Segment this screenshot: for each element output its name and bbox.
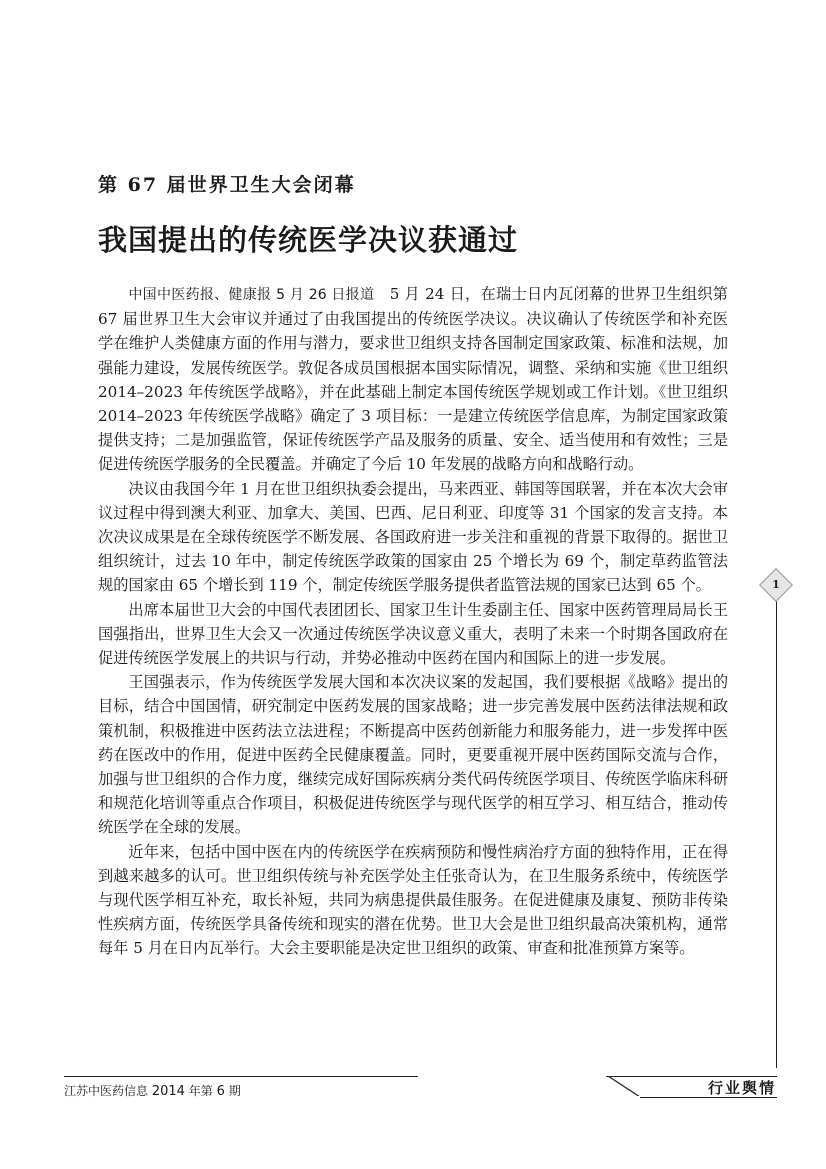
issue-year: 2014 — [151, 1084, 185, 1099]
paragraph-5: 近年来，包括中国中医在内的传统医学在疾病预防和慢性病治疗方面的独特作用，正在得到越来越多的认可。世卫组织传统与补充医学处主任张奇认为，在卫生服务系统中，传统医学与现代医学相互补充，取长补短，共同为病患提供最佳服务。在促进健康及康复、预防非传染性疾病方面，传统医学具备传统和现实的潜在优势。世卫大会是世卫组织最高决策机构，通常每年 5 月在日内瓦举行。大会主要职能是决定世卫组织的政策、审查和批准预算方案等。 — [98, 842, 728, 958]
paragraph-4: 王国强表示，作为传统医学发展大国和本次决议案的发起国，我们要根据《战略》提出的目标，结合中国国情，研究制定中医药发展的国家战略；进一步完善发展中医药法律法规和政策机制，积极推进中医药法立法进程；不断提高中医药创新能力和服务能力，进一步发挥中医药在医改中的作用，促进中医药全民健康覆盖。同时，更要重视开展中医药国际交流与合作，加强与世卫组织的合作力度，继续完成好国际疾病分类代码传统医学项目、传统医学临床科研和规范化培训等重点合作项目，积极促进传统医学与现代医学的相互学习、相互结合，推动传统医学在全球的发展。 — [98, 673, 728, 837]
paragraph-2: 决议由我国今年 1 月在世卫组织执委会提出，马来西亚、韩国等国联署，并在本次大会审议过程中得到澳大利亚、加拿大、美国、巴西、尼日利亚、印度等 31 个国家的发言支持。本次决议成果是在全球传统医学不断发展、各国政府进一步关注和重视的背景下取得的。据世卫组织统计，过去 10 年中，制定传统医学政策的国家由 25 个增长为 69 个，制定草药监管法规的国家由 65 个增长到 119 个，制定传统医学服务提供者监管法规的国家已达到 65 个。 — [98, 479, 728, 595]
issue-number: 6 — [216, 1084, 225, 1099]
journal-issue — [64, 1082, 241, 1099]
news-source: 中国中医药报、健康报 5 月 26 日报道 — [128, 287, 375, 303]
side-rule — [776, 588, 777, 1068]
paragraph-3: 出席本届世卫大会的中国代表团团长、国家卫生计生委副主任、国家中医药管理局局长王国强指出，世界卫生大会又一次通过传统医学决议意义重大，表明了未来一个时期各国政府在促进传统医学发展上的共识与行动，并势必推动中医药在国内和国际上的进一步发展。 — [98, 600, 728, 668]
issue-end: 期 — [228, 1084, 241, 1098]
footer-rule-bottom — [640, 1097, 777, 1098]
section-label: 行业舆情 — [707, 1079, 776, 1097]
paragraph-1-text: 5 月 24 日，在瑞士日内瓦闭幕的世界卫生组织第 67 届世界卫生大会审议并通过了由我国提出的传统医学决议。决议确认了传统医学和补充医学在维护人类健康方面的作用与潜力，要求世卫组织支持各国制定国家政策、标准和法规，加强能力建设，发展传统医学。敦促各成员国根据本国实际情况，调整、采纳和实施《世卫组织 2014–2023 年传统医学战略》，并在此基础上制定本国传统医学规划或工作计划。《世卫组织 2014–2023 年传统医学战略》确定了 3 项目标：一是建立传统医学信息库，为制定国家政策提供支持；二是加强监管，保证传统医学产品及服务的质量、安全、适当使用和有效性；三是促进传统医学服务的全民覆盖。并确定了今后 10 年发展的战略方向和战略行动。 — [98, 285, 728, 474]
footer-rule-left — [64, 1076, 418, 1077]
journal-name: 江苏中医药信息 — [64, 1084, 149, 1098]
page-number: 1 — [772, 578, 780, 591]
issue-mid: 年第 — [188, 1084, 213, 1098]
paragraph-1 — [98, 282, 728, 477]
article-body — [98, 282, 728, 961]
footer-slant-line — [606, 1076, 646, 1096]
article-title: 我国提出的传统医学决议获通过 — [98, 223, 519, 257]
article-subtitle: 第 67 届世界卫生大会闭幕 — [98, 174, 356, 196]
